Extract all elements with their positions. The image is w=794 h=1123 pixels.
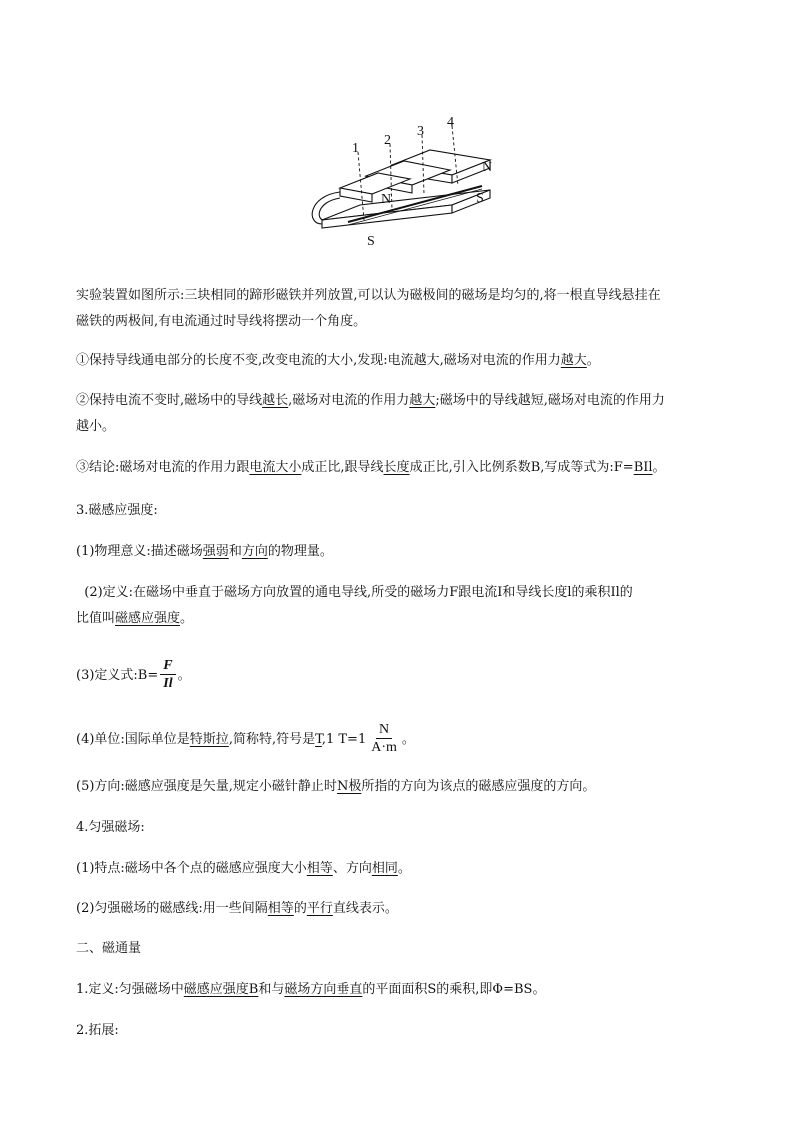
item-2-line-1: ②保持电流不变时,磁场中的导线越长,磁场对电流的作用力越大;磁场中的导线越短,磁场对电流的作用力	[76, 393, 665, 408]
item-1: ①保持导线通电部分的长度不变,改变电流的大小,发现:电流越大,磁场对电流的作用力越大。	[76, 353, 600, 368]
s3-item-1: (1)物理意义:描述磁场强弱和方向的物理量。	[76, 544, 333, 559]
intro-line-1: 实验装置如图所示:三块相同的蹄形磁铁并列放置,可以认为磁极间的磁场是均匀的,将一根直导线悬挂在	[76, 288, 661, 303]
s4-item-1: (1)特点:磁场中各个点的磁感应强度大小相等、方向相同。	[76, 861, 411, 876]
label-2: 2	[384, 133, 391, 148]
item-2-line-2: 越小。	[76, 419, 116, 434]
section-3-title: 3.磁感应强度:	[76, 503, 158, 518]
part-2-title: 二、磁通量	[76, 941, 142, 956]
label-1: 1	[352, 141, 359, 156]
label-4: 4	[447, 115, 454, 130]
p2-item-2-title: 2.拓展:	[76, 1023, 119, 1038]
label-s-bottom: S	[367, 234, 375, 249]
label-3: 3	[417, 124, 424, 139]
b-definition-fraction: $\frac{F}{Il}$	[160, 658, 175, 693]
intro-line-2: 磁铁的两极间,有电流通过时导线将摆动一个角度。	[76, 314, 367, 329]
s3-item-5: (5)方向:磁感应强度是矢量,规定小磁针静止时N极所指的方向为该点的磁感应强度的方向。	[76, 779, 596, 794]
label-s-right: S	[476, 191, 484, 206]
label-n-mid: N	[381, 192, 392, 207]
s3-item-2-line-2: 比值叫磁感应强度。	[76, 611, 194, 626]
s3-item-3: (3)定义式:B= $\frac{F}{Il}$ 。	[76, 658, 191, 691]
item-3: ③结论:磁场对电流的作用力跟电流大小成正比,跟导线长度成正比,引入比例系数B,写成等式为:F=BIl。	[76, 460, 666, 475]
s3-item-2-line-1: (2)定义:在磁场中垂直于磁场方向放置的通电导线,所受的磁场力F跟电流I和导线长度l的乘积Il的	[76, 585, 633, 600]
label-n-top: N	[482, 160, 493, 175]
s4-item-2: (2)匀强磁场的磁感线:用一些间隔相等的平行直线表示。	[76, 901, 398, 916]
section-4-title: 4.匀强磁场:	[76, 820, 145, 835]
tesla-unit-fraction: $\frac{N}{A\cdot m}$	[371, 722, 397, 755]
magnet-experiment-figure	[300, 110, 520, 255]
p2-item-1: 1.定义:匀强磁场中磁感应强度B和与磁场方向垂直的平面面积S的乘积,即Φ=BS。	[76, 982, 546, 997]
s3-item-4: (4)单位:国际单位是特斯拉,简称特,符号是T,1 T=1 $\frac{N}{A\cdot m}$ 。	[76, 722, 415, 755]
magnet-diagram	[300, 110, 520, 255]
